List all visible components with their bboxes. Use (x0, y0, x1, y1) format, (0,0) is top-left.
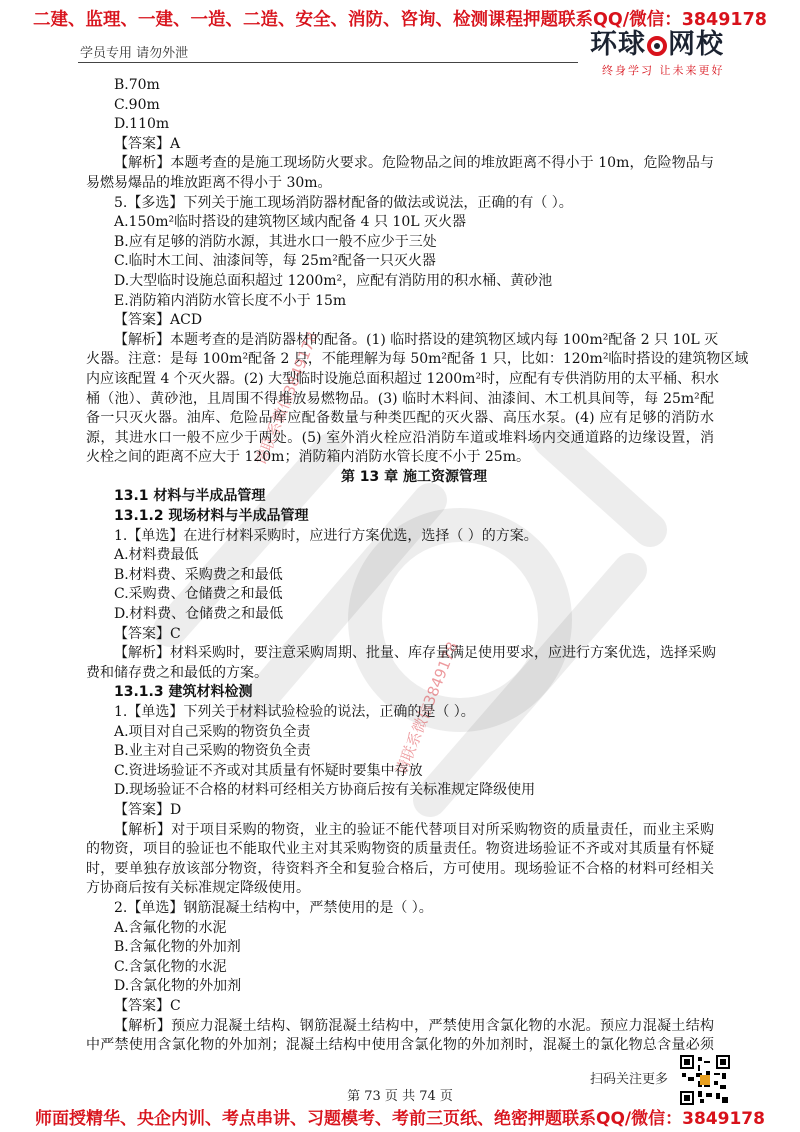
text-line: B.材料费、采购费之和最低 (114, 566, 283, 583)
text-line: C.90m (114, 96, 160, 113)
text-line: 【答案】ACD (114, 312, 203, 329)
logo-wordmark (590, 28, 740, 62)
text-line: 1.【单选】下列关于材料试验检验的说法，正确的是（ ）。 (114, 704, 475, 720)
text-line: A.材料费最低 (114, 547, 199, 564)
text-line: 13.1.2 现场材料与半成品管理 (114, 508, 309, 525)
text-line: 【解析】对于项目采购的物资，业主的验证不能代替项目对所采购物资的质量责任，而业主采购 (114, 821, 714, 838)
text-line: 桶（池）、黄砂池，且周围不得堆放易燃物品。(3) 临时木料间、油漆间、木工机具间等，每 25m²配 (86, 390, 714, 407)
text-line: C.资进场验证不齐或对其质量有怀疑时要集中存放 (114, 762, 423, 779)
text-line: D.110m (114, 116, 170, 133)
text-line: B.70m (114, 77, 160, 93)
text-line: 2.【单选】钢筋混凝土结构中，严禁使用的是（ ）。 (114, 899, 433, 916)
text-line: D.材料费、仓储费之和最低 (114, 606, 284, 623)
header-note: 学员专用 请勿外泄 (80, 46, 189, 61)
text-line: B.业主对自己采购的物资负全责 (114, 743, 311, 760)
page-number: 第 73 页 共 74 页 (347, 1089, 453, 1104)
text-line: 【答案】D (114, 801, 182, 818)
text-line: 【解析】本题考查的是消防器材的配备。(1) 临时搭设的建筑物区域内每 100m²配备 2 只 10L 灭 (114, 331, 719, 348)
logo-wordmark-b: 网校 (668, 29, 724, 60)
text-line: C.采购费、仓储费之和最低 (114, 586, 283, 603)
logo-ring-icon (647, 36, 667, 56)
text-line: D.含氯化物的外加剂 (114, 978, 242, 995)
watermark-contact: 请联系微信3849178 (251, 329, 322, 468)
text-line: C.临时木工间、油漆间等，每 25m²配备一只灭火器 (114, 253, 436, 270)
text-line: 的物资，项目的验证也不能取代业主对其采购物资的质量责任。物资进场验证不齐或对其质量有怀疑 (86, 841, 714, 858)
logo-wordmark-a: 环球 (590, 29, 646, 60)
logo-slogan: 终身学习 让未来更好 (602, 64, 725, 77)
text-line: 5.【多选】下列关于施工现场消防器材配备的做法或说法，正确的有（ ）。 (114, 194, 573, 211)
text-line: 1.【单选】在进行材料采购时，应进行方案优选，选择（ ）的方案。 (114, 527, 538, 544)
text-line: 13.1.3 建筑材料检测 (114, 684, 253, 701)
text-line: 火器。注意：是每 100m²配备 2 只，不能理解为每 50m²配备 1 只，比如：120m²临时搭设的建筑物区域 (86, 351, 749, 368)
text-line: 费和储存费之和最低的方案。 (86, 664, 268, 681)
qr-caption: 扫码关注更多 (590, 1072, 669, 1087)
text-line: 第 13 章 施工资源管理 (340, 468, 488, 485)
header-divider (78, 62, 578, 63)
text-line: 【答案】C (114, 625, 181, 642)
text-line: 源，其进水口一般不应少于两处。(5) 室外消火栓应沿消防车道或堆料场内交通道路的边缘设置，消 (86, 429, 714, 446)
text-line: 【解析】本题考查的是施工现场防火要求。危险物品之间的堆放距离不得小于 10m，危险物品与 (114, 155, 714, 172)
text-line: 内应该配置 4 个灭火器。(2) 大型临时设施总面积超过 1200m²时，应配有专供消防用的太平桶、积水 (86, 370, 720, 387)
watermark-contact: 请联系微信3849178 (391, 639, 462, 778)
text-line: 【解析】材料采购时，要注意采购周期、批量、库存量满足使用要求，应进行方案优选，选择采购 (114, 645, 716, 662)
top-banner: 二建、监理、一建、一造、二造、安全、消防、咨询、检测课程押题联系QQ/微信：3849178 (33, 10, 767, 30)
text-line: 易燃易爆品的堆放距离不得小于 30m。 (86, 174, 332, 191)
text-line: 方协商后按有关标准规定降级使用。 (86, 880, 310, 897)
text-line: E.消防箱内消防水管长度不小于 15m (114, 292, 347, 309)
text-line: 【答案】A (114, 135, 181, 152)
text-line: B.应有足够的消防水源，其进水口一般不应少于三处 (114, 233, 437, 250)
text-line: 13.1 材料与半成品管理 (114, 488, 266, 505)
text-line: 火栓之间的距离不应大于 120m；消防箱内消防水管长度不小于 25m。 (86, 449, 530, 466)
bottom-banner: 师面授精华、央企内训、考点串讲、习题模考、考前三页纸、绝密押题联系QQ/微信：3849178 (35, 1109, 765, 1129)
text-line: 备一只灭火器。油库、危险品库应配备数量与种类匹配的灭火器、高压水泵。(4) 应有足够的消防水 (86, 410, 714, 427)
text-line: 【解析】预应力混凝土结构、钢筋混凝土结构中，严禁使用含氯化物的水泥。预应力混凝土结构 (114, 1017, 714, 1034)
document-body (86, 76, 749, 1056)
text-line: 中严禁使用含氯化物的外加剂；混凝土结构中使用含氯化物的外加剂时，混凝土的氯化物总含量必须 (86, 1037, 714, 1054)
text-line: C.含氯化物的水泥 (114, 958, 227, 975)
text-line: 【答案】C (114, 997, 181, 1014)
text-line: B.含氟化物的外加剂 (114, 939, 241, 956)
text-line: A.含氟化物的水泥 (114, 919, 227, 936)
text-line: D.大型临时设施总面积超过 1200m²，应配有消防用的积水桶、黄砂池 (114, 272, 553, 289)
text-line: 时，要单独存放该部分物资，待资料齐全和复验合格后，方可使用。现场验证不合格的材料可经相关 (86, 860, 714, 877)
text-line: A.150m²临时搭设的建筑物区域内配备 4 只 10L 灭火器 (114, 214, 466, 231)
text-line: D.现场验证不合格的材料可经相关方协商后按有关标准规定降级使用 (114, 782, 536, 799)
text-line: A.项目对自己采购的物资负全责 (114, 723, 311, 740)
